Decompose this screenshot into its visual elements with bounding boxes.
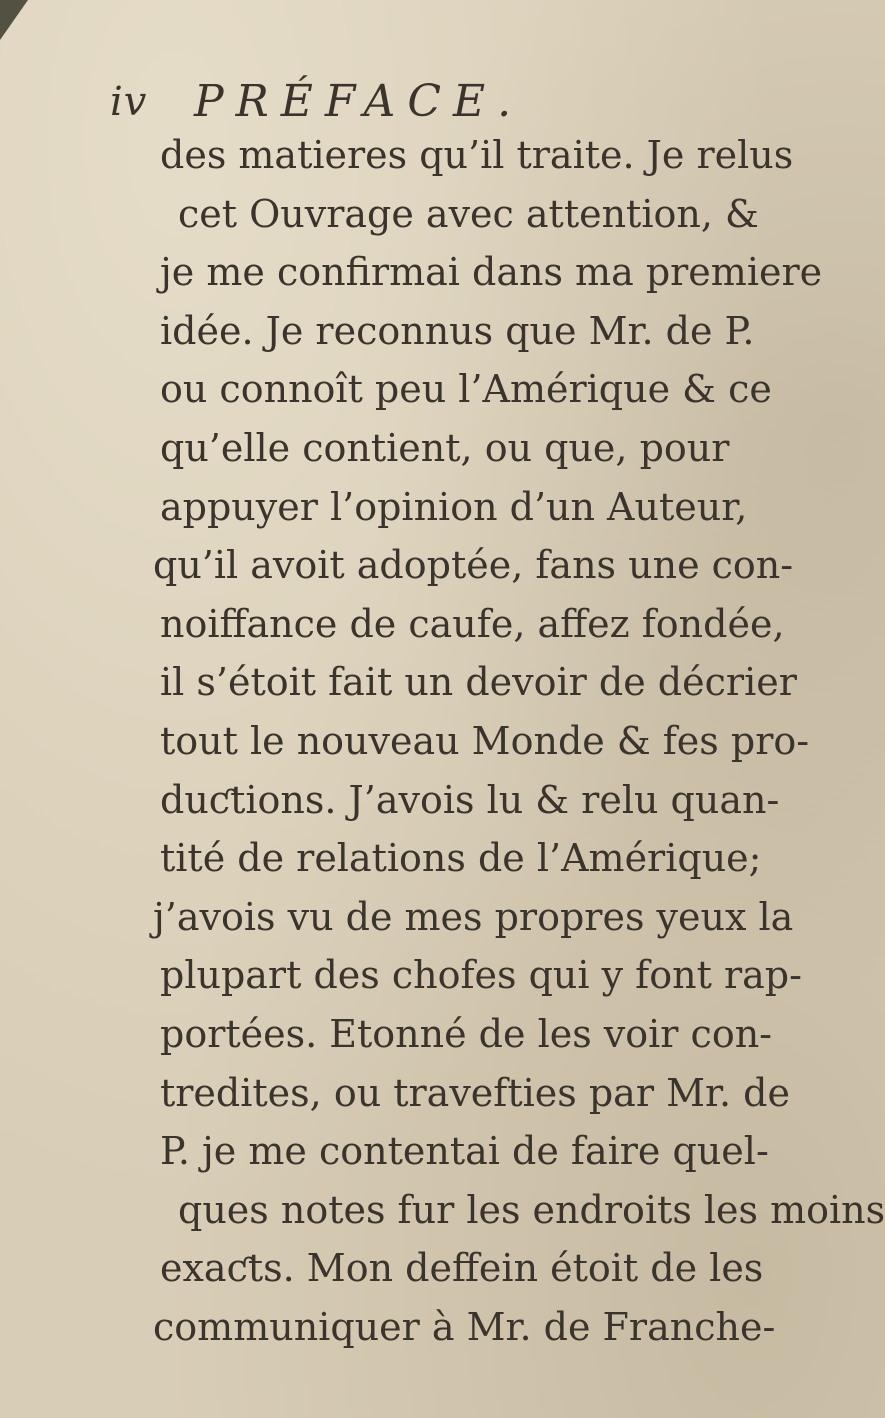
text-line: tredites, ou travefties par Mr. de: [160, 1070, 790, 1115]
text-line: noiffance de caufe, affez fondée,: [160, 601, 785, 646]
text-line: tout le nouveau Monde & fes pro-: [160, 718, 810, 763]
text-line: je me confirmai dans ma premiere: [160, 250, 823, 295]
page-corner-shadow: [0, 0, 28, 40]
text-line: tité de relations de l’Amérique;: [160, 836, 762, 881]
text-line: portées. Etonné de les voir con-: [160, 1011, 773, 1056]
running-title: PRÉFACE.: [194, 76, 524, 127]
text-line: il s’étoit fait un devoir de décrier: [160, 660, 797, 705]
text-line: duƈtions. J’avois lu & relu quan-: [160, 777, 780, 822]
text-line: des matieres qu’il traite. Je relus: [160, 133, 794, 177]
text-line: P. je me contentai de faire quel-: [160, 1129, 769, 1174]
text-line: cet Ouvrage avec attention, &: [178, 191, 759, 236]
page-number: iv: [110, 79, 148, 125]
text-line: ques notes fur les endroits les moins: [178, 1187, 885, 1232]
text-line: exaƈts. Mon deffein étoit de les: [160, 1246, 764, 1291]
text-line: qu’il avoit adoptée, fans une con-: [153, 543, 794, 588]
text-line: plupart des chofes qui y font rap-: [160, 953, 802, 998]
text-line: ou connoît peu l’Amérique & ce: [160, 367, 772, 412]
text-line: qu’elle contient, ou que, pour: [160, 425, 730, 470]
text-line: idée. Je reconnus que Mr. de P.: [160, 308, 755, 353]
text-line: communiquer à Mr. de Franche-: [153, 1304, 776, 1349]
running-header: [110, 72, 710, 132]
body-text: [153, 126, 885, 1356]
text-line: j’avois vu de mes propres yeux la: [153, 894, 794, 939]
text-line: appuyer l’opinion d’un Auteur,: [160, 484, 748, 529]
